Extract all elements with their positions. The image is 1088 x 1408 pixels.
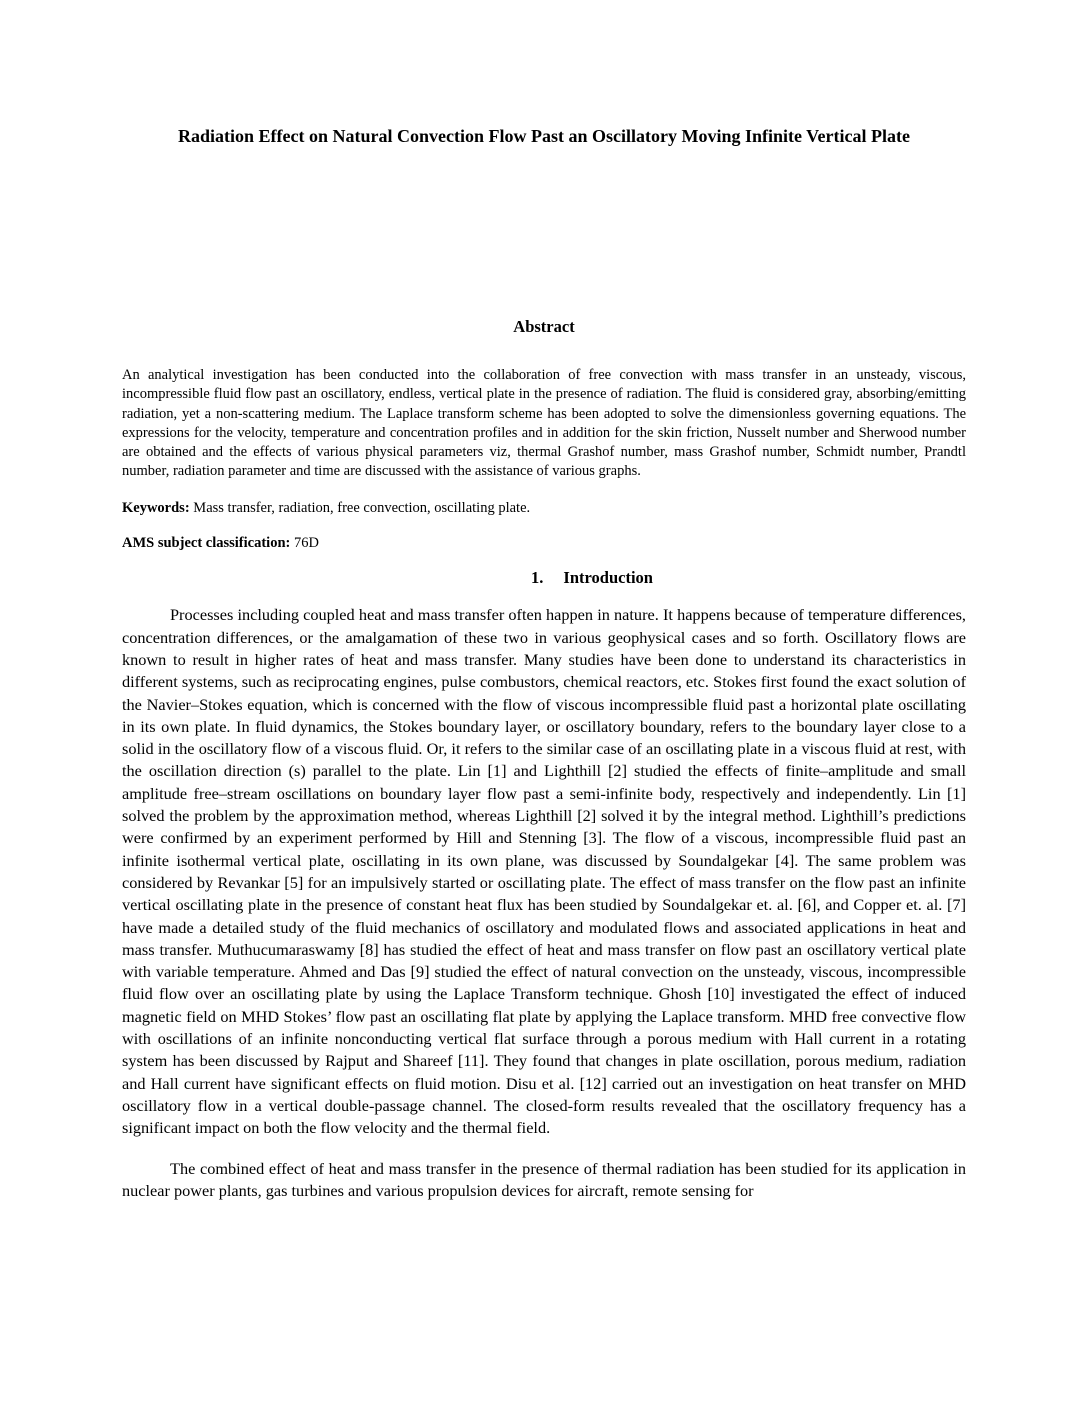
abstract-paragraph: An analytical investigation has been conducted into the collaboration of free convection with mass transfer in an unsteady, viscous, incompressible fluid flow past an oscillatory, endless, vertical plate in the presence of radiation. The fluid is considered gray, absorbing/emitting radiation, yet a non-scattering medium. The Laplace transform scheme has been adopted to solve the dimensionless governing equations. The expressions for the velocity, temperature and concentration profiles and in addition for the skin friction, Nusselt number and Sherwood number are obtained and the effects of various physical parameters viz, thermal Grashof number, mass Grashof number, Schmidt number, Prandtl number, radiation parameter and time are discussed with the assistance of various graphs. <box>122 367 966 480</box>
abstract-heading: Abstract <box>513 317 575 336</box>
keywords-text: Mass transfer, radiation, free convection, oscillating plate. <box>193 499 531 516</box>
keywords-label: Keywords: <box>122 499 190 516</box>
page-content-column <box>122 122 966 1202</box>
keywords-line <box>122 499 966 518</box>
section-title: Introduction <box>563 568 653 588</box>
introduction-paragraph-2: The combined effect of heat and mass transfer in the presence of thermal radiation has been studied for its application in nuclear power plants, gas turbines and various propulsion devices for aircraft, remote sensing for <box>122 1158 966 1200</box>
ams-classification-line <box>122 534 966 553</box>
ams-label: AMS subject classification: <box>122 535 291 552</box>
ams-text: 76D <box>293 535 319 552</box>
introduction-paragraph-1: Processes including coupled heat and mass transfer often happen in nature. It happens because of temperature differences, concentration differences, or the amalgamation of these two in various geophysical cases and so forth. Oscillatory flows are known to result in higher rates of heat and mass transfer. Many studies have been done to understand its characteristics in different systems, such as reciprocating engines, pulse combustors, chemical reactors, etc. Stokes first found the exact solution of the Navier–Stokes equation, which is concerned with the flow of viscous incompressible fluid past a horizontal plate oscillating in its own plate. In fluid dynamics, the Stokes boundary layer, or oscillatory boundary, refers to the boundary layer close to a solid in the oscillatory flow of a viscous fluid. Or, it refers to the similar case of an oscillating plate in a viscous fluid at rest, with the oscillation direction (s) parallel to the plate. Lin [1] and Lighthill [2] studied the effects of finite–amplitude and small amplitude free–stream oscillations on boundary layer flow past a semi-infinite body, respectively and independently. Lin [1] solved the problem by the approximation method, whereas Lighthill [2] solved it by the integral method. Lighthill’s predictions were confirmed by an experiment performed by Hill and Stenning [3]. The flow of a viscous, incompressible fluid past an infinite isothermal vertical plate, oscillating in its own plane, was discussed by Soundalgekar [4]. The same problem was considered by Revankar [5] for an impulsively started or oscillating plate. The effect of mass transfer on the flow past an infinite vertical oscillating plate in the presence of constant heat flux has been studied by Soundalgekar et. al. [6], and Copper et. al. [7] have made a detailed study of the fluid mechanics of oscillatory and modulated flows and associated applications in heat and mass transfer. Muthucumaraswamy [8] has studied the effect of heat and mass transfer on flow past an oscillatory vertical plate with variable temperature. Ahmed and Das [9] studied the effect of natural convection on the unsteady, viscous, incompressible fluid flow over an oscillating plate by using the Laplace Transform technique. Ghosh [10] investigated the effect of induced magnetic field on MHD Stokes’ flow past an oscillating flat plate by applying the Laplace transform. MHD free convective flow with oscillations of an infinite nonconducting vertical flat surface through a porous medium with Hall current in a rotating system has been discussed by Rajput and Shareef [11]. They found that changes in plate oscillation, porous medium, radiation and Hall current have significant effects on fluid motion. Disu et al. [12] carried out an investigation on heat transfer on MHD oscillatory flow in a vertical double-passage channel. The closed-form results revealed that the oscillatory frequency has a significant impact on both the flow velocity and the thermal field. <box>122 605 966 1138</box>
section-number: 1. <box>531 568 544 588</box>
paper-title: Radiation Effect on Natural Convection Flow Past an Oscillatory Moving Infinite Vertical Plate <box>178 126 910 146</box>
introduction-section-heading <box>170 567 1014 589</box>
